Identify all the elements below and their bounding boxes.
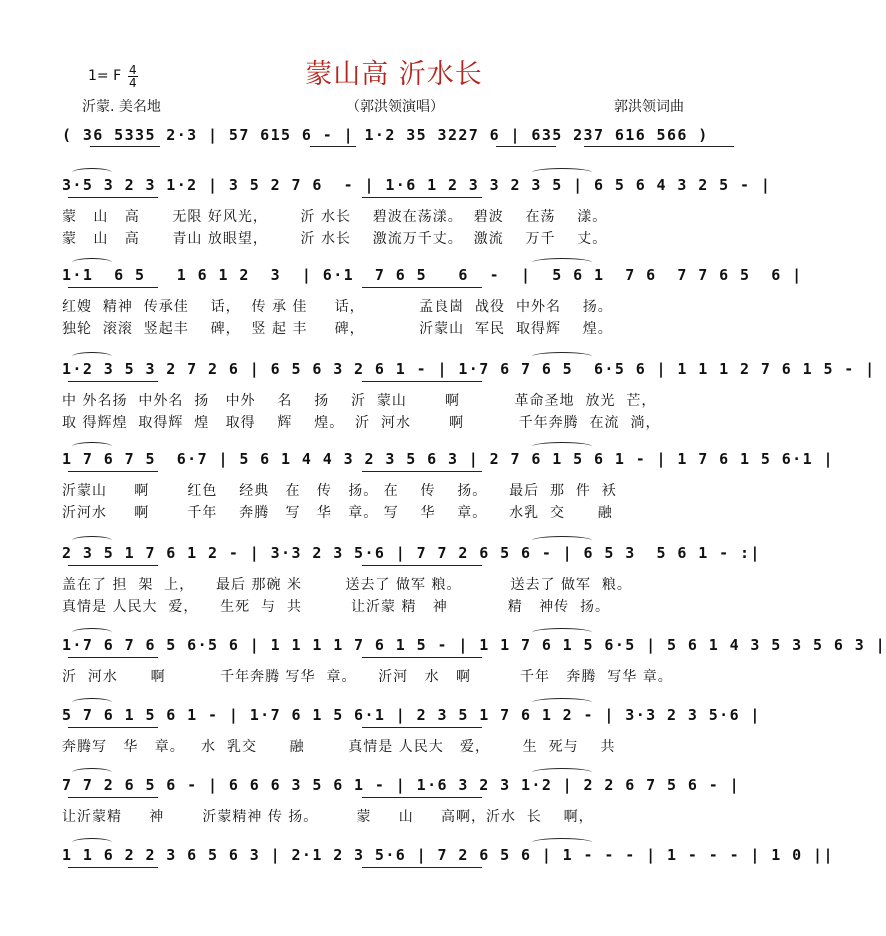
score-line	[62, 846, 834, 936]
lyric-row: 沂河水 啊 千年 奔腾 写 华 章。 写 华 章。 水乳 交 融	[62, 505, 613, 521]
intro-notes: ( 36 5335 2·3 | 57 615 6 - | 1·2 35 3227 6 | 635 237 616 566 )	[62, 126, 709, 144]
note-row: 3·5 3 2 3 1·2 | 3 5 2 7 6 - | 1·6 1 2 3 3 2 3 5 | 6 5 6 4 3 2 5 - |	[62, 176, 772, 194]
intro-line	[62, 126, 722, 156]
lyric-row: 盖在了 担 架 上， 最后 那碗 米 送去了 做军 粮。 送去了 做军 粮。	[62, 577, 632, 593]
lyric-row: 让沂蒙精 神 沂蒙精神 传 扬。 蒙 山 高啊，沂水 长 啊，	[62, 809, 594, 825]
note-row: 7 7 2 6 5 6 - | 6 6 6 3 5 6 1 - | 1·6 3 2 3 1·2 | 2 2 6 7 5 6 - |	[62, 776, 740, 794]
time-signature-bottom: 4	[129, 76, 137, 90]
lyric-row: 蒙 山 高 无限 好风光， 沂 水长 碧波在荡漾。 碧波 在荡 漾。	[62, 209, 608, 225]
note-row: 1·1 6 5 1 6 1 2 3 | 6·1 7 6 5 6 - | 5 6 1 7 6 7 7 6 5 6 |	[62, 266, 803, 284]
score-line	[62, 450, 834, 540]
score-line	[62, 266, 803, 356]
score-line	[62, 544, 761, 634]
lyric-row: 真情是 人民大 爱， 生死 与 共 让沂蒙 精 神 精 神传 扬。	[62, 599, 611, 615]
score-line	[62, 176, 772, 266]
lyric-row: 中 外名扬 中外名 扬 中外 名 扬 沂 蒙山 啊 革命圣地 放光 芒，	[62, 393, 657, 409]
note-row: 2 3 5 1 7 6 1 2 - | 3·3 2 3 5·6 | 7 7 2 6 5 6 - | 6 5 3 5 6 1 - :|	[62, 544, 761, 562]
performer-label: （郭洪领演唱）	[346, 99, 444, 115]
time-signature-top: 4	[129, 63, 137, 77]
time-signature	[128, 64, 138, 89]
key-signature: 1= F	[88, 68, 122, 84]
song-title: 蒙山高 沂水长	[305, 59, 483, 90]
credit-label: 郭洪领词曲	[614, 99, 684, 115]
lyric-row: 蒙 山 高 青山 放眼望， 沂 水长 激流万千丈。 激流 万千 丈。	[62, 231, 608, 247]
lyric-row: 沂 河水 啊 千年奔腾 写华 章。 沂河 水 啊 千年 奔腾 写华 章。	[62, 669, 673, 685]
lyric-row: 红嫂 精神 传承佳 话， 传 承 佳 话， 孟良崮 战役 中外名 扬。	[62, 299, 613, 315]
lyric-row: 取 得辉煌 取得辉 煌 取得 辉 煌。 沂 河水 啊 千年奔腾 在流 淌，	[62, 415, 661, 431]
lyric-row: 奔腾写 华 章。 水 乳交 融 真情是 人民大 爱， 生 死与 共	[62, 739, 616, 755]
lyric-row: 沂蒙山 啊 红色 经典 在 传 扬。 在 传 扬。 最后 那 件 袄	[62, 483, 617, 499]
lyric-row: 独轮 滚滚 竖起丰 碑， 竖 起 丰 碑， 沂蒙山 军民 取得辉 煌。	[62, 321, 613, 337]
note-row: 5 7 6 1 5 6 1 - | 1·7 6 1 5 6·1 | 2 3 5 1 7 6 1 2 - | 3·3 2 3 5·6 |	[62, 706, 761, 724]
note-row: 1·7 6 7 6 5 6·5 6 | 1 1 1 1 7 6 1 5 - | 1 1 7 6 1 5 6·5 | 5 6 1 4 3 5 3 5 6 3 |	[62, 636, 886, 654]
note-row: 1 7 6 7 5 6·7 | 5 6 1 4 4 3 2 3 5 6 3 | 2 7 6 1 5 6 1 - | 1 7 6 1 5 6·1 |	[62, 450, 834, 468]
note-row: 1·2 3 5 3 2 7 2 6 | 6 5 6 3 2 6 1 - | 1·7 6 7 6 5 6·5 6 | 1 1 1 2 7 6 1 5 - |	[62, 360, 876, 378]
genre-label: 沂蒙. 美名地	[82, 99, 161, 115]
score-line	[62, 360, 876, 450]
note-row: 1 1 6 2 2 3 6 5 6 3 | 2·1 2 3 5·6 | 7 2 6 5 6 | 1 - - - | 1 - - - | 1 0 ||	[62, 846, 834, 864]
